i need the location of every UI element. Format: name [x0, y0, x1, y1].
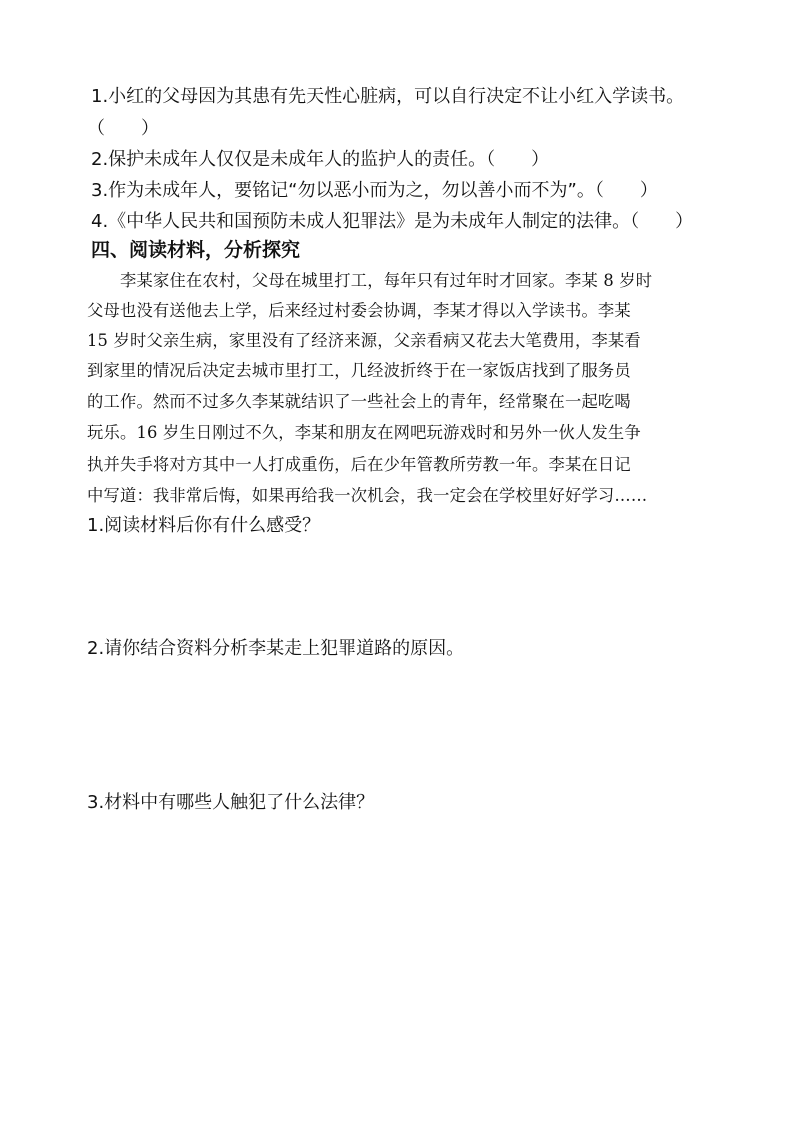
judgement-question-1: 1.小红的父母因为其患有先天性心脏病，可以自行决定不让小红入学读书。 — [91, 86, 685, 107]
judgement-question-3: 3.作为未成年人，要铭记“勿以恶小而为之，勿以善小而不为”。（ ） — [91, 180, 658, 201]
analysis-question-3: 3.材料中有哪些人触犯了什么法律？ — [87, 792, 375, 813]
analysis-question-1: 1.阅读材料后你有什么感受？ — [87, 515, 321, 536]
material-line: 父母也没有送他去上学，后来经过村委会协调，李某才得以入学读书。李某 — [87, 301, 631, 320]
judgement-question-1-answer-blank: （ ） — [87, 118, 159, 139]
material-line: 15 岁时父亲生病，家里没有了经济来源，父亲看病又花去大笔费用，李某看 — [87, 331, 641, 350]
judgement-question-2: 2.保护未成年人仅仅是未成年人的监护人的责任。（ ） — [91, 149, 550, 170]
section-heading: 四、阅读材料，分析探究 — [91, 239, 301, 261]
material-line: 李某家住在农村，父母在城里打工，每年只有过年时才回家。李某 8 岁时 — [120, 271, 653, 290]
analysis-question-2: 2.请你结合资料分析李某走上犯罪道路的原因。 — [87, 638, 465, 659]
material-line: 中写道：我非常后悔，如果再给我一次机会，我一定会在学校里好好学习…… — [87, 486, 648, 505]
material-line: 的工作。然而不过多久李某就结识了一些社会上的青年，经常聚在一起吃喝 — [87, 392, 631, 411]
material-line: 执并失手将对方其中一人打成重伤，后在少年管教所劳教一年。李某在日记 — [87, 455, 631, 474]
judgement-question-4: 4.《中华人民共和国预防未成人犯罪法》是为未成年人制定的法律。（ ） — [91, 211, 694, 232]
material-line: 玩乐。16 岁生日刚过不久，李某和朋友在网吧玩游戏时和另外一伙人发生争 — [87, 423, 641, 442]
material-line: 到家里的情况后决定去城市里打工，几经波折终于在一家饭店找到了服务员 — [87, 361, 631, 380]
